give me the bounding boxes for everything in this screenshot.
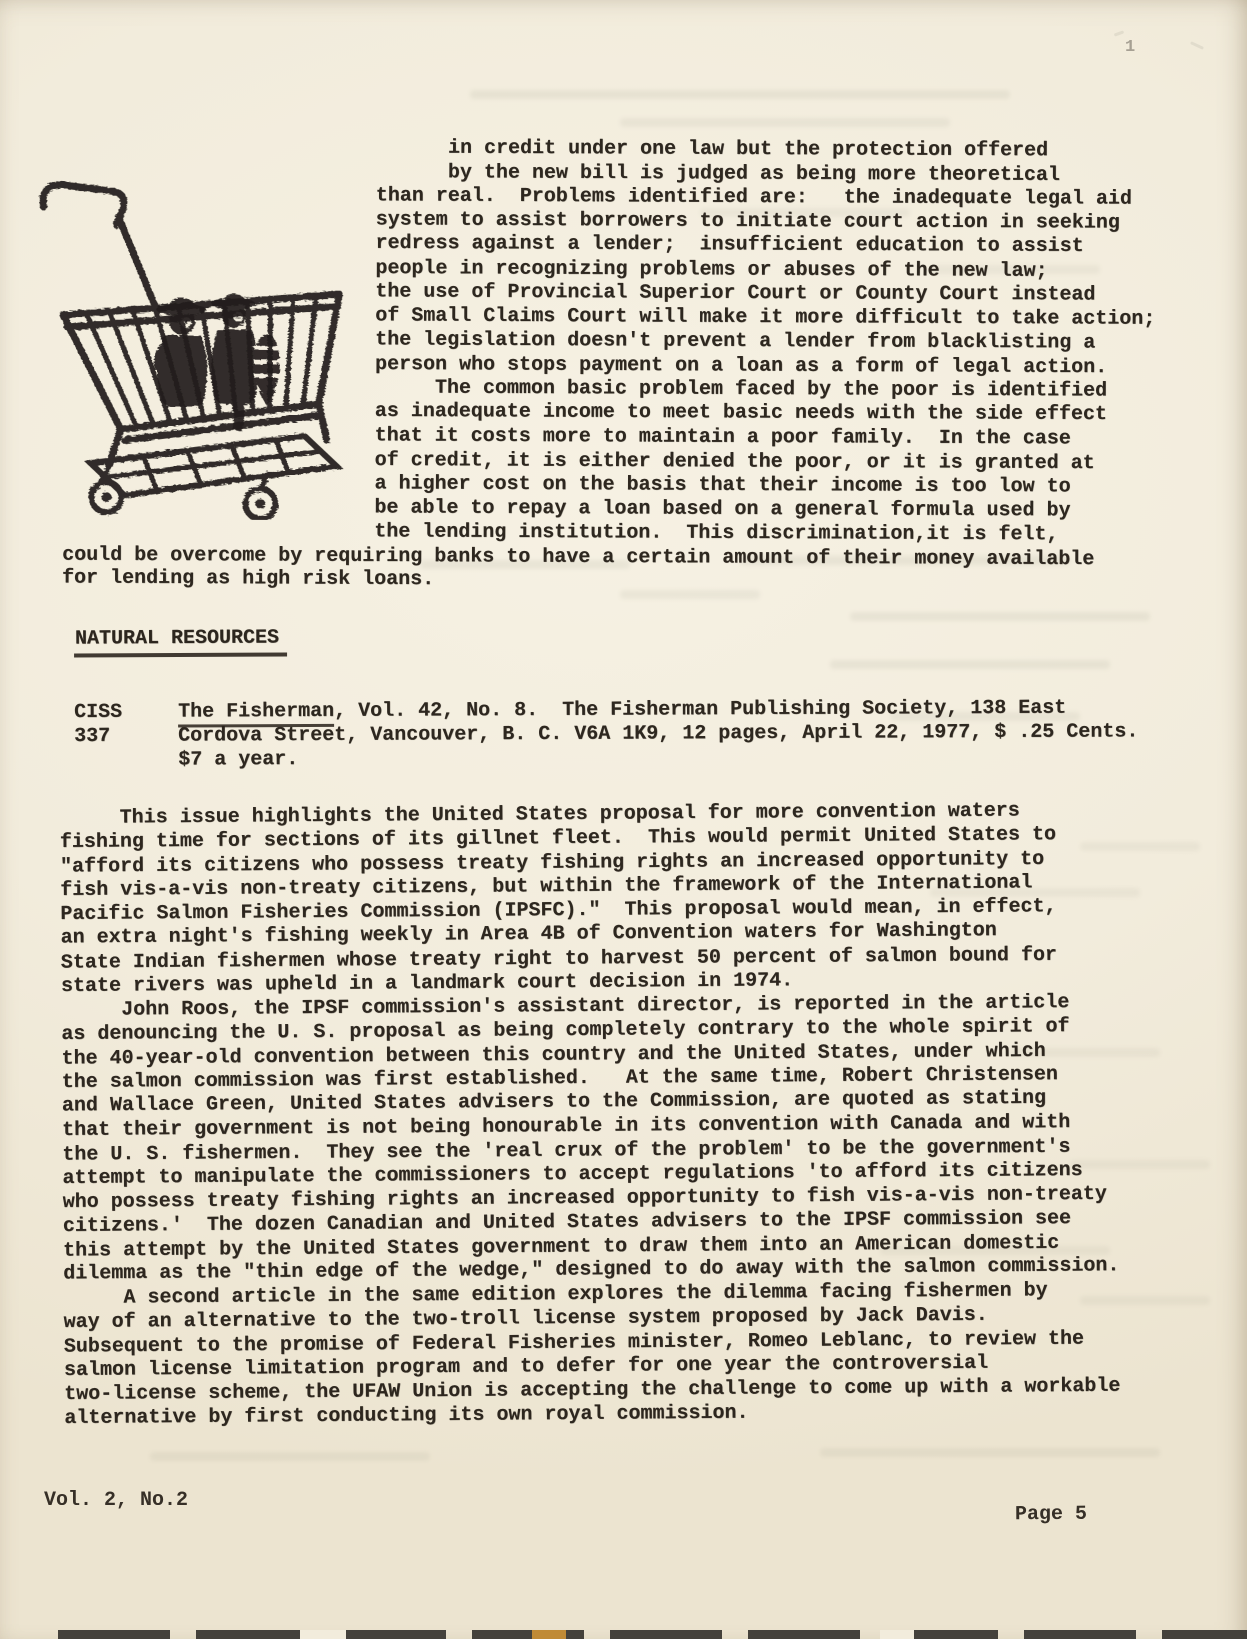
typed-line: could be overcome by requiring banks to have a certain amount of their money available — [62, 543, 1095, 572]
typed-line: and Wallace Green, United States advisers to the Commission, are quoted as stating — [61, 1086, 1047, 1118]
typed-line: State Indian fishermen whose treaty right to harvest 50 percent of salmon bound for — [60, 943, 1058, 975]
citation-line1-rest: , Vol. 42, No. 8. The Fisherman Publishing Society, 138 East — [334, 696, 1067, 723]
typed-line: attempt to manipulate the commissioners to accept regulations 'to afford its citizens — [62, 1158, 1083, 1190]
typed-line: alternative by first conducting its own royal commission. — [64, 1401, 749, 1430]
typed-line: who possess treaty fishing rights an increased opportunity to fish vis-a-vis non-treaty — [62, 1182, 1107, 1214]
typed-line: fish vis-a-vis non-treaty citizens, but within the framework of the International — [60, 871, 1033, 903]
typed-line: dilemma as the "thin edge of the wedge," designed to do away with the salmon commission. — [63, 1254, 1120, 1286]
typed-line: way of an alternative to the two-troll license system proposed by Jack Davis. — [63, 1303, 988, 1334]
citation-code: CISS — [74, 700, 123, 724]
citation-number: 337 — [74, 724, 111, 748]
corner-page-mark: 1 — [1125, 38, 1136, 57]
typed-line: this attempt by the United States government to draw them into an American domestic — [62, 1231, 1060, 1263]
typed-line: fishing time for sections of its gillnet fleet. This would permit United States to — [59, 823, 1057, 855]
typed-line: A second article in the same edition explores the dilemma facing fishermen by — [63, 1279, 1048, 1310]
typed-line: the lending institution. This discrimination,it is felt, — [374, 520, 1059, 547]
intro-paragraph — [62, 135, 1189, 596]
corner-smudge — [1114, 30, 1124, 36]
scan-edge-artifact — [58, 1630, 1247, 1639]
typed-line: than real. Problems identified are: the inadequate legal aid — [375, 184, 1132, 211]
typed-line: as denouncing the U. S. proposal as being completely contrary to the whole spirit of — [61, 1015, 1070, 1047]
typed-line: Pacific Salmon Fisheries Commission (IPSFC)." This proposal would mean, in effect, — [60, 895, 1057, 927]
typed-line: Subsequent to the promise of Federal Fisheries minister, Romeo Leblanc, to review the — [63, 1327, 1085, 1359]
typed-line: The common basic problem faced by the poor is identified — [374, 376, 1108, 403]
section-heading: NATURAL RESOURCES — [74, 626, 287, 657]
typed-line: in credit under one law but the protection offered — [375, 136, 1049, 163]
typed-line: This issue highlights the United States proposal for more convention waters — [59, 799, 1020, 831]
citation-id — [74, 701, 178, 773]
typed-line: the 40-year-old convention between this country and the United States, under which — [61, 1039, 1046, 1071]
typed-line: that it costs more to maintain a poor family. In the case — [374, 424, 1071, 451]
typed-line: person who stops payment on a loan as a form of legal action. — [374, 352, 1108, 380]
corner-smudge — [1190, 41, 1204, 50]
typed-line: redress against a lender; insufficient education to assist — [375, 231, 1084, 258]
typed-line: salmon license limitation program and to defer for one year the controversial — [63, 1351, 989, 1382]
footer-volume: Vol. 2, No.2 — [44, 1489, 189, 1512]
typed-line: people in recognizing problems or abuses of the new law; — [375, 256, 1048, 283]
scan-edge-stain — [532, 1630, 566, 1639]
typed-line: the U. S. fishermen. They see the 'real crux of the problem' to be the government's — [62, 1135, 1071, 1167]
typed-line: the salmon commission was first established. At the same time, Robert Christensen — [61, 1063, 1058, 1095]
article-body — [60, 798, 1194, 1431]
typed-line: a higher cost on the basis that their income is too low to — [374, 472, 1071, 499]
typed-line: that their government is not being honourable in its convention with Canada and with — [62, 1111, 1071, 1142]
typed-line: the legislation doesn't prevent a lender from blacklisting a — [375, 328, 1096, 355]
typed-line: for lending as high risk loans. — [62, 566, 435, 592]
typed-line: "afford its citizens who possess treaty fishing rights an increased opportunity to — [59, 847, 1045, 879]
typed-line: be able to repay a loan based on a general formula used by — [374, 496, 1071, 523]
typed-line: of Small Claims Court will make it more difficult to take action; — [375, 304, 1156, 331]
typed-line: state rivers was upheld in a landmark court decision in 1974. — [60, 969, 794, 999]
typed-line: citizens.' The dozen Canadian and United States advisers to the IPSF commission see — [62, 1207, 1072, 1238]
scan-edge-gap — [880, 1630, 914, 1639]
citation-line3: $7 a year. — [178, 748, 299, 772]
citation-line2: Cordova Street, Vancouver, B. C. V6A 1K9, 12 pages, April 22, 1977, $ .25 Cents. — [178, 720, 1139, 748]
page-footer — [44, 1489, 1088, 1527]
typed-line: as inadequate income to meet basic needs with the side effect — [374, 399, 1107, 427]
citation-text — [178, 696, 1207, 772]
scan-edge-gap — [300, 1630, 346, 1639]
citation-title: The Fisherman — [178, 700, 334, 728]
footer-page-number: Page 5 — [1014, 1502, 1088, 1527]
typed-line: John Roos, the IPSF commission's assistant director, is reported in the article — [61, 991, 1070, 1023]
typed-line: the use of Provincial Superior Court or County Court instead — [375, 280, 1096, 307]
typed-line: system to assist borrowers to initiate court action in seeking — [375, 208, 1120, 235]
typed-line: an extra night's fishing weekly in Area 4B of Convention waters for Washington — [60, 919, 997, 950]
typed-line: of credit, it is either denied the poor, or it is granted at — [374, 448, 1095, 476]
typed-line: by the new bill is judged as being more theoretical — [375, 160, 1061, 187]
citation-entry — [74, 696, 1207, 773]
typed-line: two-license scheme, the UFAW Union is accepting the challenge to come up with a workable — [64, 1374, 1121, 1406]
